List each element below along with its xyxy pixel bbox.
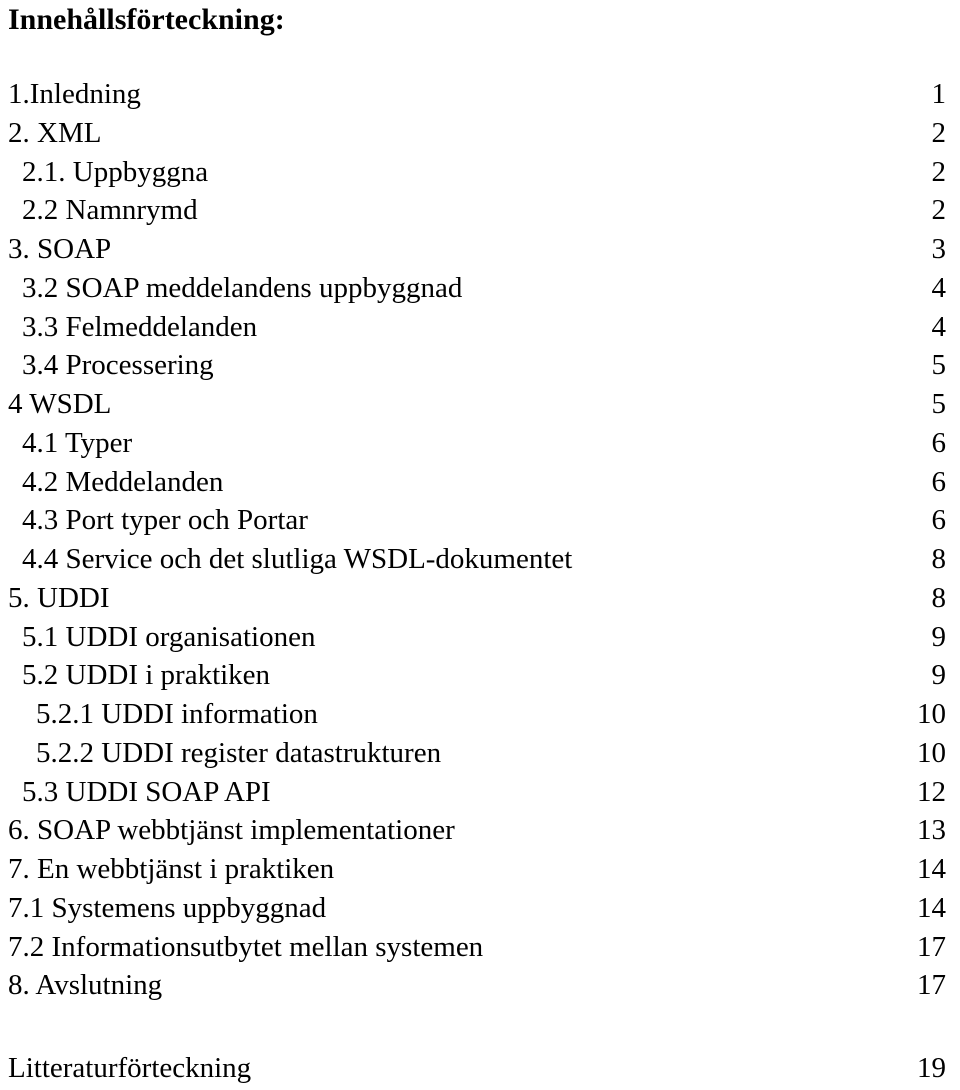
- toc-entry-page: 9: [931, 659, 946, 692]
- toc-entry-page: 6: [931, 426, 946, 459]
- toc-entry-page: 4: [931, 271, 946, 304]
- toc-entry-page: 5: [931, 349, 946, 382]
- toc-entry-title: Litteraturförteckning: [8, 1052, 252, 1084]
- toc-entry-title: 3. SOAP: [8, 233, 112, 265]
- toc-entry-page: 10: [917, 736, 946, 769]
- toc-entry-page: 19: [917, 1052, 946, 1084]
- toc-entry-page: 9: [931, 620, 946, 653]
- toc-entry-title: 5.1 UDDI organisationen: [22, 620, 316, 653]
- toc-entry[interactable]: [0, 656, 960, 695]
- toc-entry-title: 3.4 Processering: [22, 349, 214, 382]
- toc-entry-page: 2: [931, 155, 946, 188]
- toc-entry[interactable]: [0, 230, 960, 269]
- toc-entry[interactable]: [0, 928, 960, 967]
- toc-entry[interactable]: [0, 540, 960, 579]
- toc-entry[interactable]: [0, 850, 960, 889]
- toc-entry-title: 2.1. Uppbyggna: [22, 155, 209, 188]
- toc-entry-page: 5: [931, 388, 946, 420]
- toc-entry-title: 7. En webbtjänst i praktiken: [8, 853, 335, 885]
- toc-entry-page: 14: [917, 853, 946, 885]
- toc-entry-page: 2: [931, 116, 946, 149]
- toc-entry[interactable]: [0, 773, 960, 812]
- toc-entry-page: 8: [931, 543, 946, 575]
- toc-entry[interactable]: [0, 75, 960, 114]
- toc-entry-page: 17: [917, 930, 946, 963]
- toc-entry-page: 2: [931, 194, 946, 227]
- toc-entry-title: 5.2.1 UDDI information: [36, 698, 318, 730]
- toc-entry[interactable]: [0, 191, 960, 230]
- toc-entry[interactable]: [0, 463, 960, 502]
- toc-entry-page: 3: [931, 233, 946, 265]
- toc-entry[interactable]: [0, 811, 960, 850]
- toc-entry[interactable]: [0, 579, 960, 618]
- toc-entry[interactable]: [0, 618, 960, 657]
- toc-entry[interactable]: [0, 424, 960, 463]
- toc-entry-title: 7.1 Systemens uppbyggnad: [8, 891, 327, 924]
- toc-entry-title: 5.3 UDDI SOAP API: [22, 775, 271, 808]
- toc-entry[interactable]: [0, 695, 960, 734]
- toc-entry-page: 1: [931, 78, 946, 110]
- toc-entry-title: 3.2 SOAP meddelandens uppbyggnad: [22, 271, 463, 304]
- toc-entry-page: 8: [931, 581, 946, 614]
- toc-entry-title: 4.4 Service och det slutliga WSDL-dokumentet: [22, 543, 573, 575]
- toc-entry[interactable]: [0, 501, 960, 540]
- toc-heading: Innehållsförteckning:: [8, 3, 285, 36]
- toc-entry-page: 10: [917, 698, 946, 730]
- toc-entry-page: 13: [917, 814, 946, 847]
- toc-entry[interactable]: [0, 308, 960, 347]
- toc-entry-page: 17: [917, 969, 946, 1002]
- toc-entry[interactable]: [0, 889, 960, 928]
- toc-entry-title: 8. Avslutning: [8, 969, 163, 1002]
- toc-entry-title: 2. XML: [8, 116, 102, 149]
- toc-list: [0, 75, 960, 1005]
- toc-entry[interactable]: [0, 114, 960, 153]
- toc-entry-title: 4 WSDL: [8, 388, 112, 420]
- toc-entry-page: 6: [931, 504, 946, 537]
- toc-entry-title: 4.3 Port typer och Portar: [22, 504, 308, 537]
- toc-entry-title: 2.2 Namnrymd: [22, 194, 198, 227]
- toc-entry-title: 1.Inledning: [8, 78, 141, 110]
- toc-entry-title: 4.1 Typer: [22, 426, 133, 459]
- toc-entry-title: 3.3 Felmeddelanden: [22, 310, 258, 343]
- toc-entry-title: 7.2 Informationsutbytet mellan systemen: [8, 930, 484, 963]
- toc-entry-page: 6: [931, 465, 946, 498]
- toc-entry[interactable]: [0, 734, 960, 773]
- toc-entry-page: 4: [931, 310, 946, 343]
- toc-entry-title: 6. SOAP webbtjänst implementationer: [8, 814, 455, 847]
- toc-entry[interactable]: [0, 153, 960, 192]
- toc-entry-title: 5.2.2 UDDI register datastrukturen: [36, 736, 442, 769]
- toc-entry-title: 4.2 Meddelanden: [22, 465, 224, 498]
- toc-entry[interactable]: [0, 346, 960, 385]
- toc-entry-bibliography[interactable]: [0, 1049, 960, 1088]
- toc-entry[interactable]: [0, 269, 960, 308]
- toc-entry-title: 5. UDDI: [8, 581, 110, 614]
- toc-entry-page: 12: [917, 775, 946, 808]
- toc-entry[interactable]: [0, 966, 960, 1005]
- toc-entry-page: 14: [917, 891, 946, 924]
- toc-entry-title: 5.2 UDDI i praktiken: [22, 659, 271, 692]
- toc-entry[interactable]: [0, 385, 960, 424]
